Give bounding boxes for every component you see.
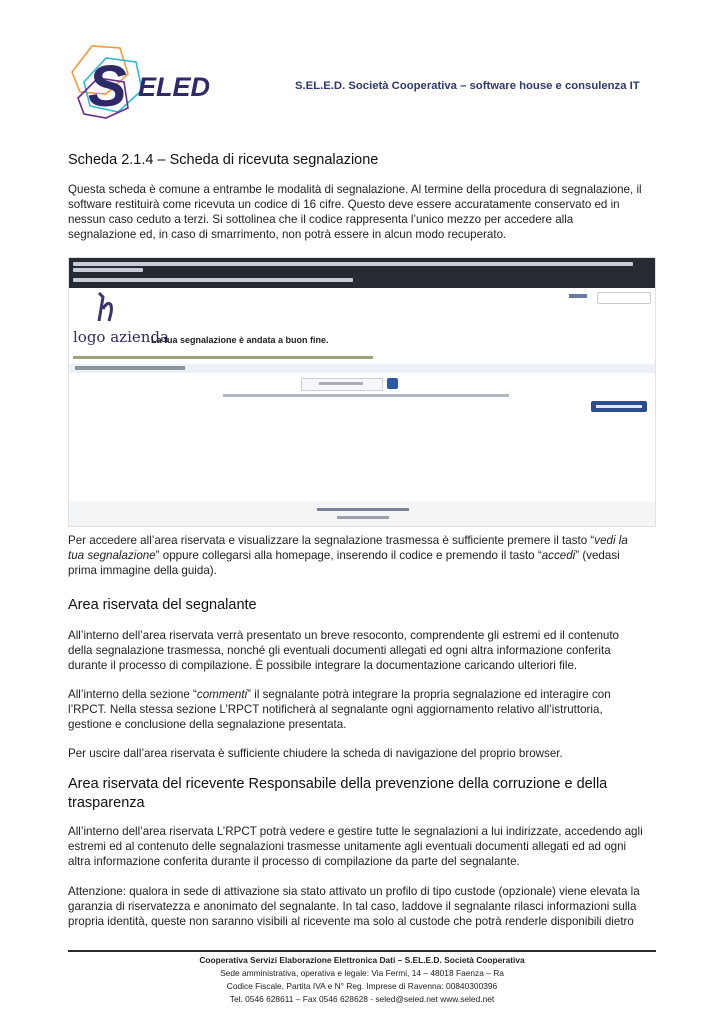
section-heading-scheda: Scheda 2.1.4 – Scheda di ricevuta segnalazione xyxy=(68,152,379,168)
info-text xyxy=(73,356,373,359)
receipt-note xyxy=(223,394,509,397)
seled-logo xyxy=(62,42,232,120)
language-select[interactable] xyxy=(597,292,651,304)
company-logo-text: logo azienda xyxy=(73,328,169,346)
notice-banner xyxy=(69,258,655,288)
svg-text:ELED: ELED xyxy=(138,72,211,102)
header-tagline: S.EL.E.D. Società Cooperativa – software house e consulenza IT xyxy=(295,80,640,92)
footer-company-name: Cooperativa Servizi Elaborazione Elettronica Dati – S.EL.E.D. Società Cooperativa xyxy=(199,955,525,965)
footer-address: Sede amministrativa, operativa e legale: Via Fermi, 14 – 48018 Faenza – Ra xyxy=(220,968,504,978)
footer-fiscal-code: Codice Fiscale, Partita IVA e N° Reg. Imprese di Ravenna: 00840300396 xyxy=(226,981,498,991)
screenshot-footer-links[interactable] xyxy=(317,508,409,511)
receipt-code-value xyxy=(319,382,363,385)
receipt-box-title xyxy=(75,366,185,370)
segnalante-paragraph-2: All’interno della sezione “commenti” il segnalante potrà integrare la propria segnalazione ed interagire con l’RPCT. Nella stessa sezione L’RPCT notificherà al segnalante ogni aggiornamento relativo all’istruttoria, gestione e conclusione della segnalazione presentata. xyxy=(68,688,611,731)
segnalante-paragraph-1: All’interno dell’area riservata verrà presentato un breve resoconto, comprendente gli estremi ed il contenuto della segnalazione trasmessa, nonché gli eventuali documenti allegati ed ogni altra informazione conferita durante il processo di compilazione. È possibile integrare la documentazione caricando ulteriori file. xyxy=(68,629,620,672)
access-paragraph: Per accedere all’area riservata e visualizzare la segnalazione trasmessa è sufficiente premere il tasto “vedi la tua segnalazione” oppure collegarsi alla homepage, inserendo il codice e premendo il tasto “accedi” (vedasi prima immagine della guida). xyxy=(68,534,628,577)
svg-text:S: S xyxy=(88,54,127,119)
screenshot-footer-powered xyxy=(337,516,389,519)
intro-paragraph: Questa scheda è comune a entrambe le modalità di segnalazione. Al termine della procedura di segnalazione, il software restituirà come ricevuta un codice di 16 cifre. Questo deve essere accuratamente conservato ed in nessun caso ceduto a terzi. Si sottolinea che il codice rappresenta l’unico mezzo per accedere alla segnalazione ed, in caso di smarrimento, non potrà essere in alcun modo recuperato. xyxy=(68,183,642,241)
section-heading-rpct: Area riservata del ricevente Responsabile della prevenzione della corruzione e della trasparenza xyxy=(68,776,608,811)
rpct-paragraph-2: Attenzione: qualora in sede di attivazione sia stato attivato un profilo di tipo custode (opzionale) viene elevata la garanzia di riservatezza e anonimato del segnalante. In tal caso, laddove il segnalante rilasci informazioni sulla propria identità, queste non saranno visibili al ricevente ma solo al custode che potrà renderle disponibili dietro xyxy=(68,885,640,928)
success-message: La tua segnalazione è andata a buon fine. xyxy=(151,335,329,345)
footer-contacts: Tel. 0546 628611 – Fax 0546 628628 - seled@seled.net www.seled.net xyxy=(229,994,495,1004)
section-heading-segnalante: Area riservata del segnalante xyxy=(68,597,257,613)
company-logo-mark xyxy=(93,291,115,325)
screenshot-footer xyxy=(69,502,655,526)
view-report-button-label xyxy=(596,405,642,408)
segnalante-paragraph-3: Per uscire dall’area riservata è sufficiente chiudere la scheda di navigazione del proprio browser. xyxy=(68,747,563,760)
copy-icon[interactable] xyxy=(387,378,398,389)
footer-divider xyxy=(68,950,656,952)
rpct-paragraph-1: All’interno dell’area riservata L’RPCT potrà vedere e gestire tutte le segnalazioni a lui indirizzate, accedendo agli estremi ed al contenuto delle segnalazioni trasmesse unitamente agli eventuali documenti allegati ed ad ogni altra informazione conferita durante il processo di compilazione da parte del segnalante. xyxy=(68,825,643,868)
print-link[interactable] xyxy=(569,294,587,298)
receipt-screenshot xyxy=(68,257,656,527)
